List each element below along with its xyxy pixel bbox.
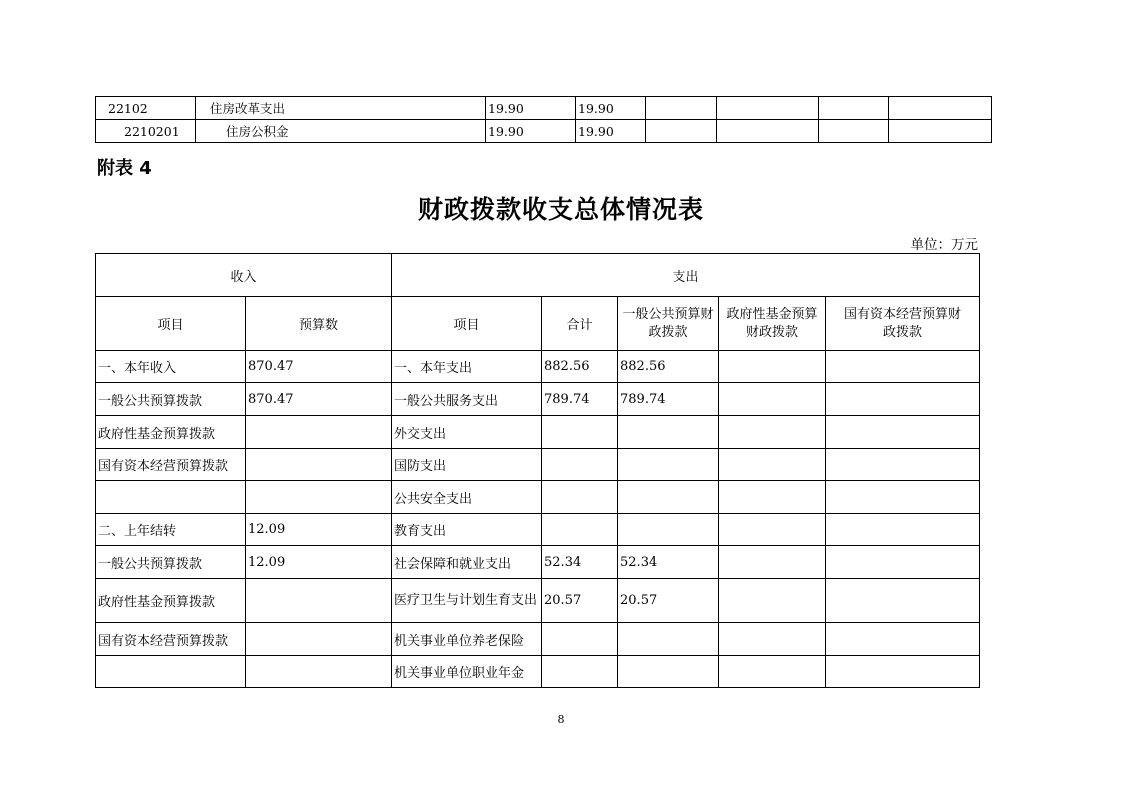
total-value	[542, 656, 618, 688]
table-row	[96, 623, 980, 656]
table-row	[96, 120, 992, 143]
expense-item: 社会保障和就业支出	[392, 546, 542, 579]
gov-fund-value	[719, 481, 826, 514]
table-row	[96, 351, 980, 383]
expense-item: 机关事业单位养老保险	[392, 623, 542, 656]
state-capital-header: 国有资本经营预算财政拨款	[826, 297, 980, 351]
state-capital-value	[826, 623, 980, 656]
general-value: 789.74	[618, 383, 719, 416]
empty-cell	[646, 97, 717, 120]
expense-item: 机关事业单位职业年金	[392, 656, 542, 688]
table-row	[96, 481, 980, 514]
section-header-row	[96, 254, 980, 297]
empty-cell	[717, 120, 819, 143]
income-value: 12.09	[246, 546, 392, 579]
state-capital-value	[826, 481, 980, 514]
income-value	[246, 449, 392, 481]
state-capital-value	[826, 449, 980, 481]
empty-cell	[717, 97, 819, 120]
income-value: 870.47	[246, 351, 392, 383]
state-capital-value	[826, 416, 980, 449]
value-cell: 19.90	[486, 120, 576, 143]
income-value: 12.09	[246, 514, 392, 546]
expense-item: 一、本年支出	[392, 351, 542, 383]
income-budget-header: 预算数	[246, 297, 392, 351]
state-capital-value	[826, 514, 980, 546]
empty-cell	[889, 97, 992, 120]
income-item: 国有资本经营预算拨款	[96, 623, 246, 656]
page-number: 8	[557, 713, 565, 726]
gov-fund-value	[719, 579, 826, 623]
unit-label: 单位：万元	[910, 237, 978, 253]
state-capital-value	[826, 351, 980, 383]
state-capital-value	[826, 579, 980, 623]
gov-fund-value	[719, 449, 826, 481]
gov-fund-value	[719, 351, 826, 383]
expense-header: 支出	[392, 254, 980, 297]
continued-table	[95, 96, 992, 143]
total-value: 789.74	[542, 383, 618, 416]
income-item: 二、上年结转	[96, 514, 246, 546]
total-value: 52.34	[542, 546, 618, 579]
total-value: 882.56	[542, 351, 618, 383]
income-value	[246, 623, 392, 656]
code-cell: 22102	[96, 97, 196, 120]
income-header: 收入	[96, 254, 392, 297]
value-cell: 19.90	[486, 97, 576, 120]
expense-item: 外交支出	[392, 416, 542, 449]
value-cell: 19.90	[576, 120, 646, 143]
income-value	[246, 656, 392, 688]
expense-item: 医疗卫生与计划生育支出	[392, 579, 542, 623]
code-cell: 2210201	[96, 120, 196, 143]
total-value	[542, 416, 618, 449]
income-value	[246, 481, 392, 514]
total-header: 合计	[542, 297, 618, 351]
table-row	[96, 579, 980, 623]
total-value	[542, 449, 618, 481]
gov-fund-header: 政府性基金预算财政拨款	[719, 297, 826, 351]
general-value	[618, 623, 719, 656]
table-row	[96, 383, 980, 416]
table-row	[96, 416, 980, 449]
income-item: 一般公共预算拨款	[96, 383, 246, 416]
income-item: 一、本年收入	[96, 351, 246, 383]
gov-fund-value	[719, 623, 826, 656]
gov-fund-value	[719, 383, 826, 416]
table-row	[96, 449, 980, 481]
gov-fund-value	[719, 514, 826, 546]
general-budget-header: 一般公共预算财政拨款	[618, 297, 719, 351]
gov-fund-value	[719, 416, 826, 449]
expense-item: 公共安全支出	[392, 481, 542, 514]
table-row	[96, 97, 992, 120]
total-value	[542, 481, 618, 514]
income-value	[246, 579, 392, 623]
table-row	[96, 656, 980, 688]
state-capital-value	[826, 383, 980, 416]
income-item: 政府性基金预算拨款	[96, 416, 246, 449]
fiscal-summary-table	[95, 253, 980, 688]
name-cell: 住房公积金	[196, 120, 486, 143]
expense-item-header: 项目	[392, 297, 542, 351]
expense-item: 国防支出	[392, 449, 542, 481]
general-value	[618, 449, 719, 481]
empty-cell	[819, 97, 889, 120]
general-value	[618, 656, 719, 688]
total-value	[542, 514, 618, 546]
general-value: 882.56	[618, 351, 719, 383]
general-value	[618, 416, 719, 449]
income-item: 一般公共预算拨款	[96, 546, 246, 579]
income-item	[96, 656, 246, 688]
expense-item: 教育支出	[392, 514, 542, 546]
column-header-row	[96, 297, 980, 351]
empty-cell	[889, 120, 992, 143]
empty-cell	[646, 120, 717, 143]
value-cell: 19.90	[576, 97, 646, 120]
income-item	[96, 481, 246, 514]
total-value	[542, 623, 618, 656]
state-capital-value	[826, 546, 980, 579]
general-value	[618, 481, 719, 514]
name-cell: 住房改革支出	[196, 97, 486, 120]
state-capital-value	[826, 656, 980, 688]
page-title: 财政拨款收支总体情况表	[417, 195, 704, 224]
gov-fund-value	[719, 546, 826, 579]
total-value: 20.57	[542, 579, 618, 623]
gov-fund-value	[719, 656, 826, 688]
income-item-header: 项目	[96, 297, 246, 351]
general-value: 52.34	[618, 546, 719, 579]
income-value	[246, 416, 392, 449]
income-value: 870.47	[246, 383, 392, 416]
general-value: 20.57	[618, 579, 719, 623]
income-item: 政府性基金预算拨款	[96, 579, 246, 623]
income-item: 国有资本经营预算拨款	[96, 449, 246, 481]
empty-cell	[819, 120, 889, 143]
table-row	[96, 514, 980, 546]
table-row	[96, 546, 980, 579]
annex-label: 附表 4	[97, 158, 152, 179]
general-value	[618, 514, 719, 546]
expense-item: 一般公共服务支出	[392, 383, 542, 416]
